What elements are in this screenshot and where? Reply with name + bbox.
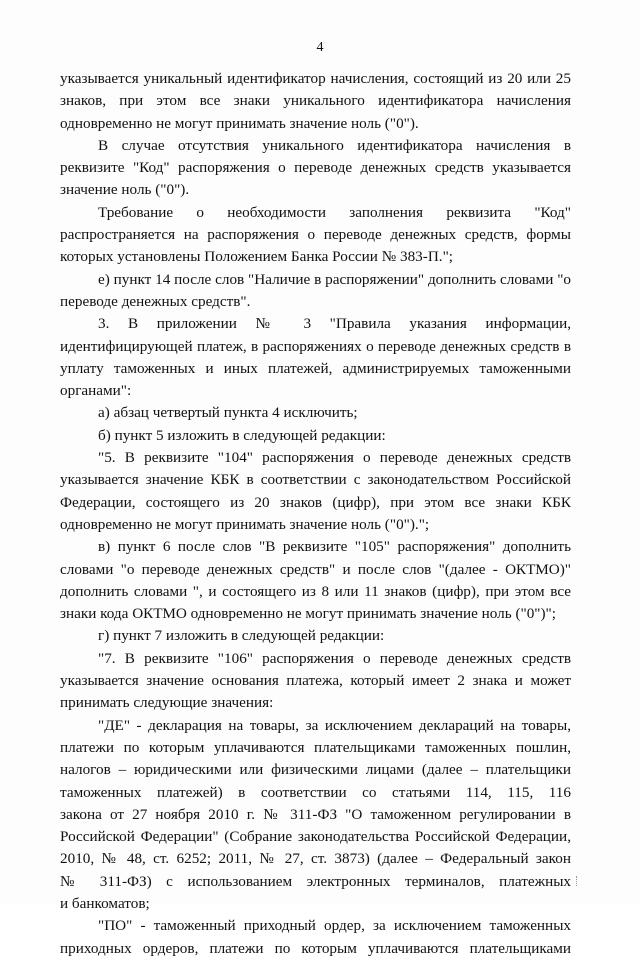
text-line: Российской Федерации" (Собрание законодательства Российской Федерации, — [60, 828, 571, 846]
text-line: 3. В приложении № 3 "Правила указания информации, — [98, 315, 571, 333]
text-line: налогов – юридическими или физическими лицами (далее – плательщики — [60, 761, 571, 779]
text-line: переводе денежных средств". — [60, 292, 251, 310]
text-line: Федерации, состоящего из 20 знаков (цифр), при этом все знаки КБК — [60, 493, 571, 511]
text-line: указывается значение КБК в соответствии с законодательством Российской — [60, 471, 571, 489]
text-line: приходных ордеров, платежи по которым уплачиваются плательщиками — [60, 939, 571, 957]
text-line: значение ноль ("0"). — [60, 181, 190, 199]
text-line: б) пункт 5 изложить в следующей редакции: — [98, 426, 386, 444]
text-line: указывается уникальный идентификатор начисления, состоящий из 20 или 25 — [60, 70, 571, 87]
text-line: одновременно не могут принимать значение ноль ("0"). — [60, 114, 419, 132]
text-line: № 311-ФЗ) с использованием электронных терминалов, платежных — [60, 872, 571, 890]
text-line: дополнить словами ", и состоящего из 8 или 11 знаков (цифр), при этом все — [60, 582, 571, 600]
page-number: 4 — [316, 40, 324, 55]
text-line: принимать следующие значения: — [60, 694, 274, 712]
text-line: указывается значение основания платежа, который имеет 2 знака и может — [60, 672, 571, 690]
text-line: Требование о необходимости заполнения реквизита "Код" — [98, 203, 571, 221]
text-line: г) пункт 7 изложить в следующей редакции: — [98, 627, 385, 645]
text-line: закона от 27 ноября 2010 г. № 311-ФЗ "О таможенном регулировании в — [60, 805, 571, 823]
text-line: "ДЕ" - декларация на товары, за исключением деклараций на товары, — [98, 716, 571, 734]
text-line: "ПО" - таможенный приходный ордер, за исключением таможенных — [98, 917, 571, 935]
text-line: знаков, при этом все знаки уникального идентификатора начисления — [60, 92, 571, 110]
text-line: одновременно не могут принимать значение ноль ("0")."; — [60, 515, 430, 533]
text-line: в) пункт 6 после слов "В реквизите "105" распоряжения" дополнить — [98, 538, 571, 556]
text-line: которых установлены Положением Банка России № 383-П."; — [60, 248, 454, 266]
text-line: "5. В реквизите "104" распоряжения о переводе денежных средств — [98, 449, 571, 467]
text-line: платежи по которым уплачиваются плательщиками таможенных пошлин, — [60, 738, 571, 756]
text-line: распространяется на распоряжения о переводе денежных средств, формы — [60, 226, 571, 244]
text-line: В случае отсутствия уникального идентификатора начисления в — [98, 136, 571, 154]
text-line: словами "о переводе денежных средств" и после слов "(далее - ОКТМО)" — [60, 560, 571, 578]
text-line: реквизите "Код" распоряжения о переводе денежных средств указывается — [60, 159, 571, 177]
text-line: и банкоматов; — [60, 894, 150, 912]
document-body — [60, 68, 571, 960]
text-line: таможенных платежей) в соответствии со статьями 114, 115, 116 — [60, 783, 571, 801]
text-line: идентифицирующей платеж, в распоряжениях о переводе денежных средств в — [60, 337, 571, 355]
text-line: е) пункт 14 после слов "Наличие в распоряжении" дополнить словами "о — [98, 270, 571, 288]
scan-mark — [576, 876, 578, 886]
text-line: "7. В реквизите "106" распоряжения о переводе денежных средств — [98, 649, 571, 667]
text-line: 2010, № 48, ст. 6252; 2011, № 27, ст. 3873) (далее – Федеральный закон — [60, 850, 571, 868]
text-line: уплату таможенных и иных платежей, администрируемых таможенными — [60, 359, 571, 377]
text-line: знаки кода ОКТМО одновременно не могут принимать значение ноль ("0")"; — [60, 605, 556, 623]
text-line: органами": — [60, 382, 132, 400]
text-line: а) абзац четвертый пункта 4 исключить; — [98, 404, 358, 422]
